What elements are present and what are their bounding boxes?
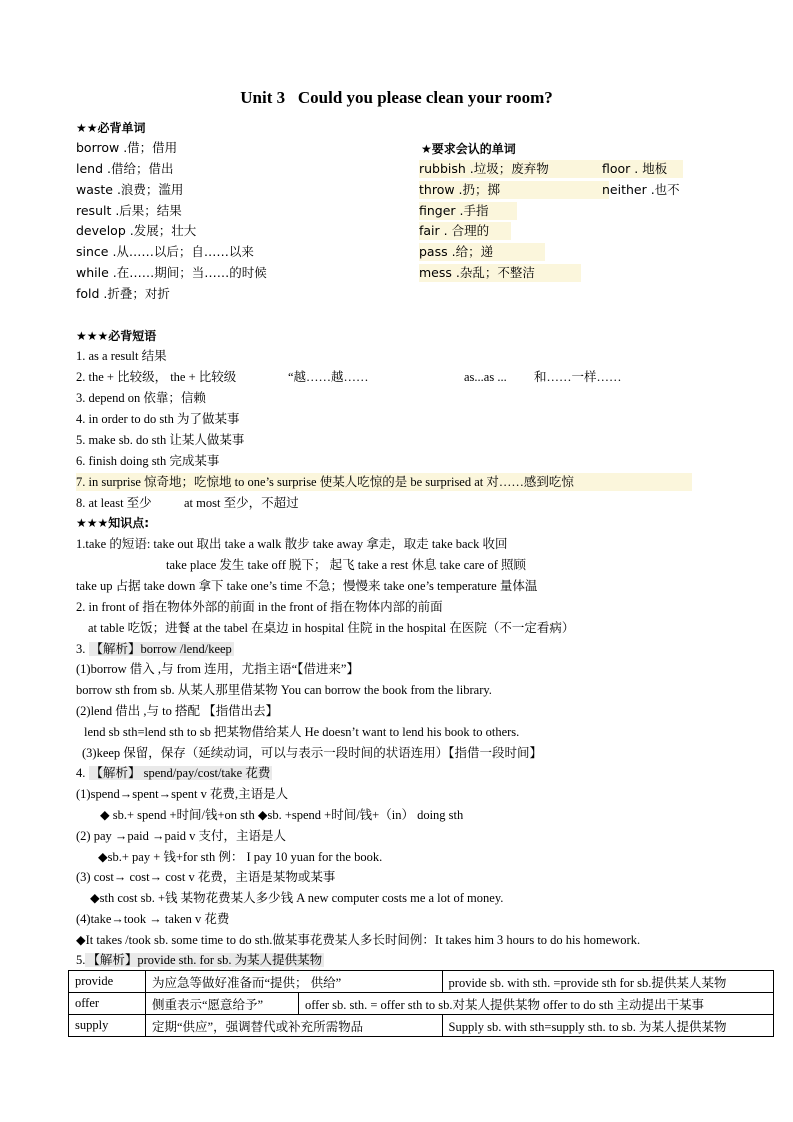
knowledge-line: at table 吃饭；进餐 at the tabel 在桌边 in hospital 住院 in the hospital 在医院（不一定看病） <box>88 621 575 635</box>
vocab-item: fold .折叠；对折 <box>76 286 170 301</box>
knowledge-line: (1)borrow 借入 ,与 from 连用，尤指主语“【借进来”】 <box>76 662 359 676</box>
vocab-item: mess .杂乱；不整洁 <box>419 264 581 282</box>
knowledge-line: (4)take→took → taken v 花费 <box>76 912 230 926</box>
table-row <box>69 993 774 1015</box>
table-cell-word: provide <box>69 971 146 993</box>
knowledge-line: 2. in front of 指在物体外部的前面 in the front of 指在物体内部的前面 <box>76 600 443 614</box>
table-cell-usage: provide sb. with sth. =provide sth for sb.提供某人某物 <box>442 971 773 993</box>
analysis-label: 【解析】provide sth. for sb. 为某人提供某物 <box>87 953 323 967</box>
phrase-item: 和……一样…… <box>534 370 622 384</box>
item-number: 5. <box>76 953 86 967</box>
table-cell-desc: 为应急等做好准备而“提供； 供给” <box>146 971 443 993</box>
vocab-item: fair . 合理的 <box>419 222 511 240</box>
knowledge-line <box>76 640 234 658</box>
phrase-item: 1. as a result 结果 <box>76 349 167 363</box>
table-cell-word: offer <box>69 993 146 1015</box>
knowledge-heading: ★★★知识点: <box>76 516 150 530</box>
phrase-item: 8. at least 至少 <box>76 496 152 510</box>
knowledge-line: ◆It takes /took sb. some time to do sth.做某事花费某人多长时间例：It takes him 3 hours to do his homework. <box>76 933 641 947</box>
vocab-recognize-heading: ★要求会认的单词 <box>421 142 516 156</box>
knowledge-line: ◆sb.+ pay + 钱+for sth 例： I pay 10 yuan for the book. <box>98 850 383 864</box>
knowledge-line: (1)spend→spent→spent v 花费,主语是人 <box>76 787 289 801</box>
knowledge-line: (3)keep 保留，保存（延续动词，可以与表示一段时间的状语连用）【指借一段时间】 <box>82 746 543 760</box>
table-cell-desc: 定期“供应”，强调替代或补充所需物品 <box>146 1015 443 1037</box>
phrase-item: 3. depend on 依靠；信赖 <box>76 391 206 405</box>
item-number: 3. <box>76 642 86 656</box>
knowledge-line: (3) cost→ cost→ cost v 花费，主语是某物或某事 <box>76 870 336 884</box>
vocab-item: finger .手指 <box>419 202 517 220</box>
item-number: 4. <box>76 766 86 780</box>
phrase-item: 6. finish doing sth 完成某事 <box>76 454 220 468</box>
analysis-label: 【解析】 spend/pay/cost/take 花费 <box>90 766 271 780</box>
knowledge-line: take place 发生 take off 脱下； 起飞 take a rest 休息 take care of 照顾 <box>166 558 527 572</box>
comparison-table <box>68 970 774 1037</box>
knowledge-line: 1.take 的短语: take out 取出 take a walk 散步 take away 拿走，取走 take back 收回 <box>76 537 508 551</box>
vocab-item: result .后果；结果 <box>76 203 182 218</box>
vocab-item: lend .借给；借出 <box>76 161 174 176</box>
vocab-item: develop .发展；壮大 <box>76 223 197 238</box>
knowledge-line: take up 占据 take down 拿下 take one’s time 不急；慢慢来 take one’s temperature 量体温 <box>76 579 538 593</box>
table-cell-usage: offer sb. sth. = offer sth to sb.对某人提供某物 offer to do sth 主动提出干某事 <box>299 993 774 1015</box>
knowledge-line <box>76 764 272 782</box>
vocab-item: throw .扔；掷 <box>419 181 609 199</box>
phrase-item: 4. in order to do sth 为了做某事 <box>76 412 240 426</box>
knowledge-line: borrow sth from sb. 从某人那里借某物 You can borrow the book from the library. <box>76 683 492 697</box>
table-cell-usage: Supply sb. with sth=supply sth. to sb. 为某人提供某物 <box>442 1015 773 1037</box>
vocab-item: while .在……期间；当……的时候 <box>76 265 267 280</box>
vocab-required-heading: ★★必背单词 <box>76 121 146 135</box>
knowledge-line <box>76 951 324 969</box>
table-row <box>69 1015 774 1037</box>
analysis-label: 【解析】borrow /lend/keep <box>90 642 232 656</box>
vocab-item: since .从……以后；自……以来 <box>76 244 254 259</box>
phrase-item: “越……越…… <box>288 370 369 384</box>
phrase-item: 5. make sb. do sth 让某人做某事 <box>76 433 245 447</box>
table-cell-desc: 侧重表示“愿意给予” <box>146 993 299 1015</box>
vocab-item: borrow .借；借用 <box>76 140 178 155</box>
table-cell-word: supply <box>69 1015 146 1037</box>
vocab-item: floor . 地板 <box>602 160 683 178</box>
page-title: Unit 3 Could you please clean your room? <box>240 88 553 107</box>
phrase-item: 2. the + 比较级， the + 比较级 <box>76 370 237 384</box>
phrases-heading: ★★★必背短语 <box>76 329 157 343</box>
knowledge-line: (2) pay →paid →paid v 支付，主语是人 <box>76 829 287 843</box>
vocab-item: pass .给；递 <box>419 243 545 261</box>
knowledge-line: ◆sth cost sb. +钱 某物花费某人多少钱 A new computer costs me a lot of money. <box>90 891 504 905</box>
phrase-item: at most 至少，不超过 <box>184 496 299 510</box>
table-row <box>69 971 774 993</box>
vocab-item: neither .也不 <box>602 182 680 197</box>
phrase-item: 7. in surprise 惊奇地；吃惊地 to one’s surprise 使某人吃惊的是 be surprised at 对……感到吃惊 <box>76 473 692 491</box>
vocab-item: rubbish .垃圾；废弃物 <box>419 160 683 178</box>
phrase-item: as...as ... <box>464 370 507 384</box>
knowledge-line: (2)lend 借出 ,与 to 搭配 【指借出去】 <box>76 704 279 718</box>
vocab-item: waste .浪费；滥用 <box>76 182 184 197</box>
knowledge-line: ◆ sb.+ spend +时间/钱+on sth ◆sb. +spend +时间/钱+（in） doing sth <box>100 808 464 822</box>
knowledge-line: lend sb sth=lend sth to sb 把某物借给某人 He doesn’t want to lend his book to others. <box>84 725 520 739</box>
